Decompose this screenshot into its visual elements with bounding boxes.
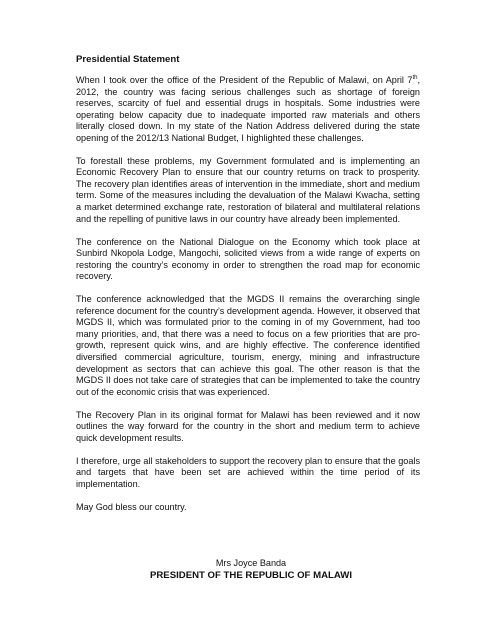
paragraph-6: I therefore, urge all stakeholders to support the recovery plan to ensure that the goals and targets that have been set are achieved within the time period of its implementation. bbox=[76, 455, 420, 489]
paragraph-4: The conference acknowledged that the MGDS II remains the overarching single reference document for the country’s development agenda. However, it observed that MGDS II, which was formulated prior to the coming in of my Government, had too many priorities, and, that there was a need to focus on a few priorities that are pro-growth, represent quick wins, and are highly effective. The conference identified diversified commercial agriculture, tourism, energy, mining and infrastructure development as sectors that can achieve this goal. The other reason is that the MGDS II does not take care of strategies that can be implemented to take the country out of the economic crisis that was experienced. bbox=[76, 294, 420, 397]
paragraph-1-superscript: th bbox=[412, 74, 418, 81]
signatory-title: PRESIDENT OF THE REPUBLIC OF MALAWI bbox=[149, 569, 352, 581]
signature-block bbox=[76, 558, 420, 582]
paragraph-5: The Recovery Plan in its original format for Malawi has been reviewed and it now outlines the way forward for the country in the short and medium term to achieve quick development results. bbox=[76, 409, 420, 443]
paragraph-1-text-start: When I took over the office of the President of the Republic of Malawi, on April 7 bbox=[76, 75, 413, 85]
paragraph-1 bbox=[76, 75, 420, 144]
paragraph-7: May God bless our country. bbox=[76, 501, 187, 512]
paragraph-2: To forestall these problems, my Government formulated and is implementing an Economic Recovery Plan to ensure that our country returns on track to prosperity. The recovery plan identifies areas of intervention in the immediate, short and medium term. Some of the measures including the devaluation of the Malawi Kwacha, setting a market determined exchange rate, restoration of bilateral and multilateral relations and the repelling of punitive laws in our country have already been implemented. bbox=[76, 155, 420, 224]
paragraph-3: The conference on the National Dialogue on the Economy which took place at Sunbird Nkopola Lodge, Mangochi, solicited views from a wide range of experts on restoring the country’s economy in order to strengthen the road map for economic recovery. bbox=[76, 236, 420, 282]
document-body bbox=[76, 54, 420, 525]
paragraph-1-text-end: , 2012, the country was facing serious challenges such as shortage of foreign reserves, scarcity of fuel and essential drugs in hospitals. Some industries were operating below capacity due to inadequate imported raw materials and others literally closed down. In my state of the Nation Address delivered during the state opening of the 2012/13 National Budget, I highlighted these challenges. bbox=[76, 75, 420, 143]
signatory-name: Mrs Joyce Banda bbox=[215, 558, 287, 568]
document-heading: Presidential Statement bbox=[76, 54, 180, 65]
